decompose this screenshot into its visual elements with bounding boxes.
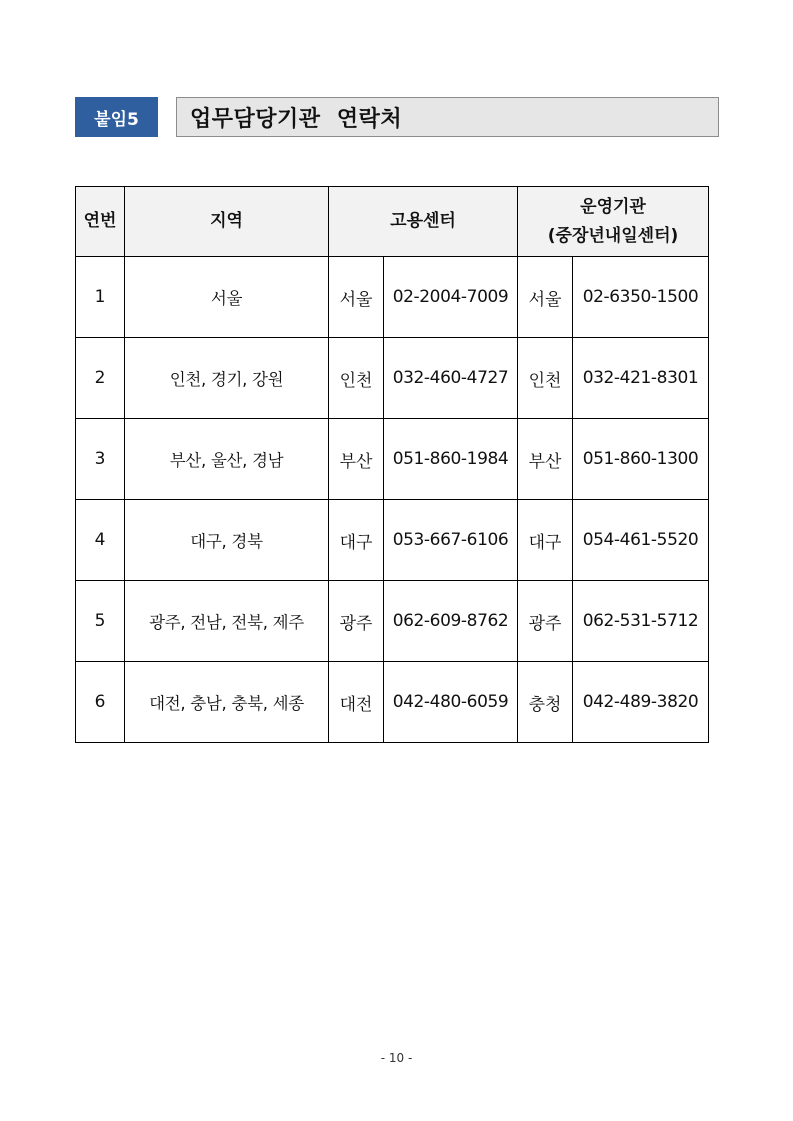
row-region: 부산, 울산, 경남 [125, 419, 329, 500]
row-operator-city: 부산 [518, 419, 573, 500]
row-no: 3 [76, 419, 125, 500]
page-number: - 10 - [380, 1051, 413, 1065]
row-no: 1 [76, 257, 125, 338]
row-no: 2 [76, 338, 125, 419]
table-row [76, 500, 709, 581]
row-operator-phone: 042-489-3820 [573, 662, 709, 743]
row-center-city: 부산 [329, 419, 384, 500]
row-operator-city: 대구 [518, 500, 573, 581]
table-row [76, 257, 709, 338]
row-center-phone: 032-460-4727 [384, 338, 518, 419]
table-header-row [76, 187, 709, 257]
row-operator-city: 충청 [518, 662, 573, 743]
row-center-city: 대구 [329, 500, 384, 581]
row-region: 대구, 경북 [125, 500, 329, 581]
contacts-table [75, 186, 709, 743]
row-no: 4 [76, 500, 125, 581]
row-region: 인천, 경기, 강원 [125, 338, 329, 419]
row-region: 광주, 전남, 전북, 제주 [125, 581, 329, 662]
header-operator-line2: (중장년내일센터) [547, 225, 679, 246]
row-operator-city: 광주 [518, 581, 573, 662]
row-no: 5 [76, 581, 125, 662]
row-center-city: 인천 [329, 338, 384, 419]
row-operator-city: 서울 [518, 257, 573, 338]
row-operator-phone: 032-421-8301 [573, 338, 709, 419]
row-operator-phone: 02-6350-1500 [573, 257, 709, 338]
row-center-city: 서울 [329, 257, 384, 338]
table-row [76, 419, 709, 500]
header-no: 연번 [76, 187, 125, 257]
header-operator [518, 187, 709, 257]
row-region: 대전, 충남, 충북, 세종 [125, 662, 329, 743]
row-operator-phone: 051-860-1300 [573, 419, 709, 500]
table-row [76, 581, 709, 662]
row-operator-phone: 054-461-5520 [573, 500, 709, 581]
header-region: 지역 [125, 187, 329, 257]
row-center-phone: 062-609-8762 [384, 581, 518, 662]
header-center: 고용센터 [329, 187, 518, 257]
row-center-phone: 042-480-6059 [384, 662, 518, 743]
header-operator-line1: 운영기관 [580, 196, 646, 217]
row-center-city: 광주 [329, 581, 384, 662]
table-row [76, 662, 709, 743]
section-title [176, 97, 719, 137]
row-operator-phone: 062-531-5712 [573, 581, 709, 662]
table-row [76, 338, 709, 419]
row-center-phone: 053-667-6106 [384, 500, 518, 581]
row-center-phone: 051-860-1984 [384, 419, 518, 500]
row-no: 6 [76, 662, 125, 743]
row-center-city: 대전 [329, 662, 384, 743]
row-center-phone: 02-2004-7009 [384, 257, 518, 338]
attachment-badge: 붙임5 [75, 97, 158, 137]
section-title-text: 업무담당기관 연락처 [190, 106, 403, 132]
row-operator-city: 인천 [518, 338, 573, 419]
row-region: 서울 [125, 257, 329, 338]
